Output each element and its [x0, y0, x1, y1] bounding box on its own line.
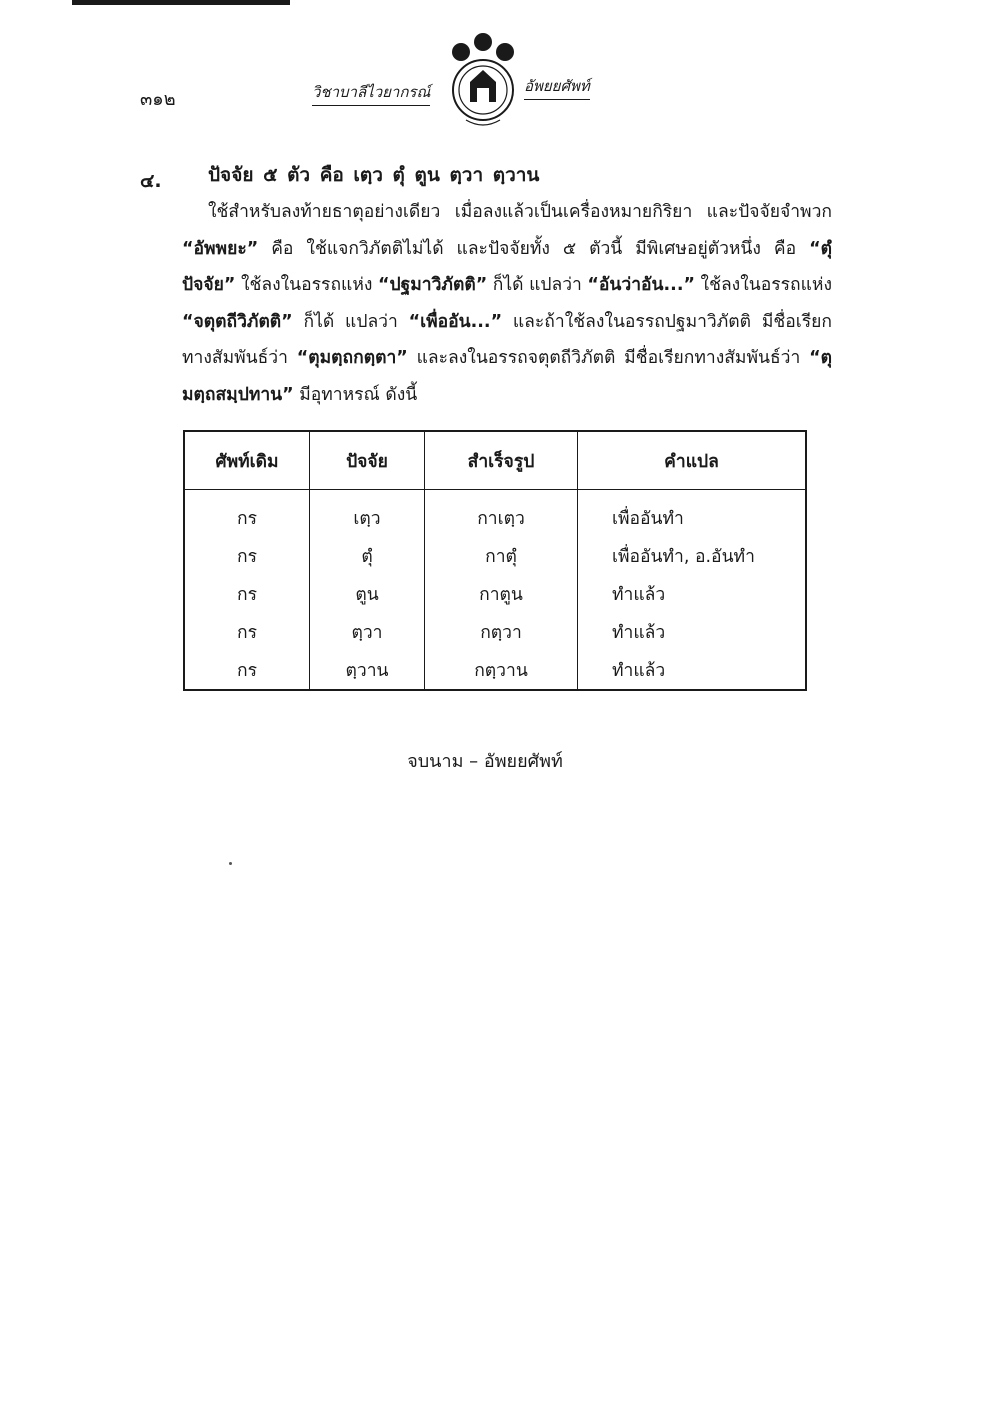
- cell-suffix: ตุํ: [310, 537, 425, 575]
- table-row: [184, 575, 806, 613]
- cell-root: กร: [184, 613, 310, 651]
- text-run: ใช้ลงในอรรถแห่ง: [235, 275, 378, 296]
- term: “ตุมตฺถสมฺปทาน”: [182, 348, 832, 405]
- text-run: ก็ได้ แปลว่า: [292, 311, 409, 332]
- cell-form: กตฺวา: [425, 613, 578, 651]
- speck: [229, 862, 232, 865]
- book-title: วิชาบาลีไวยากรณ์: [312, 80, 430, 106]
- section-number: ๔.: [140, 170, 162, 192]
- cell-translation: ทำแล้ว: [578, 651, 807, 690]
- text-run: ใช้สำหรับลงท้ายธาตุอย่างเดียว เมื่อลงแล้วเป็นเครื่องหมายกิริยา และปัจจัยจำพวก: [208, 202, 832, 222]
- table-row: [184, 613, 806, 651]
- term: “เพื่ออัน...”: [408, 311, 503, 332]
- cell-translation: เพื่ออันทำ, อ.อันทำ: [578, 537, 807, 575]
- text-run: มีอุทาหรณ์ ดังนี้: [293, 384, 418, 405]
- cell-suffix: ตูน: [310, 575, 425, 613]
- cell-suffix: ตฺวาน: [310, 651, 425, 690]
- table-row: [184, 490, 806, 538]
- header-suffix: ปัจจัย: [310, 431, 425, 490]
- example-table: [183, 430, 807, 691]
- page-number: ๓๑๒: [140, 89, 176, 110]
- cell-root: กร: [184, 651, 310, 690]
- term: “ตุมตฺถกตฺตา”: [296, 348, 408, 369]
- term: “ปฐมาวิภัตติ”: [377, 275, 488, 296]
- cell-translation: เพื่ออันทำ: [578, 490, 807, 538]
- header-root-word: ศัพท์เดิม: [184, 431, 310, 490]
- header-finished-form: สำเร็จรูป: [425, 431, 578, 490]
- term: “อัพพยะ”: [182, 238, 259, 259]
- text-run: คือ ใช้แจกวิภัตติไม่ได้ และปัจจัยทั้ง ๕ ตัวนี้ มีพิเศษอยู่ตัวหนึ่ง คือ: [258, 238, 810, 259]
- section-title: ปัจจัย ๕ ตัว คือ เตฺว ตุํ ตูน ตฺวา ตฺวาน: [208, 164, 540, 186]
- cell-form: กาตุํ: [425, 537, 578, 575]
- cell-suffix: เตฺว: [310, 490, 425, 538]
- table-row: [184, 537, 806, 575]
- text-run: ใช้ลงในอรรถแห่ง: [694, 275, 832, 296]
- cell-root: กร: [184, 575, 310, 613]
- closing-line: จบนาม – อัพยยศัพท์: [407, 751, 563, 772]
- text-run: ก็ได้ แปลว่า: [487, 275, 588, 296]
- emblem-icon: [442, 30, 524, 134]
- cell-root: กร: [184, 490, 310, 538]
- body-paragraph: [182, 194, 832, 414]
- top-edge-bar: [72, 0, 290, 5]
- term: “ตุํ ปัจจัย”: [182, 238, 832, 296]
- chapter-title: อัพยยศัพท์: [524, 74, 590, 100]
- text-run: และถ้าใช้ลงในอรรถปฐมาวิภัตติ มีชื่อเรียกทางสัมพันธ์ว่า: [182, 311, 832, 369]
- cell-form: กาตูน: [425, 575, 578, 613]
- term: “อันว่าอัน...”: [587, 275, 695, 296]
- cell-suffix: ตฺวา: [310, 613, 425, 651]
- header-translation: คำแปล: [578, 431, 807, 490]
- cell-form: กาเตฺว: [425, 490, 578, 538]
- cell-translation: ทำแล้ว: [578, 575, 807, 613]
- cell-form: กตฺวาน: [425, 651, 578, 690]
- term: “จตุตถีวิภัตติ”: [182, 311, 293, 332]
- table-row: [184, 651, 806, 690]
- cell-root: กร: [184, 537, 310, 575]
- cell-translation: ทำแล้ว: [578, 613, 807, 651]
- table-header-row: [184, 431, 806, 490]
- text-run: และลงในอรรถจตุตถีวิภัตติ มีชื่อเรียกทางสัมพันธ์ว่า: [407, 348, 810, 369]
